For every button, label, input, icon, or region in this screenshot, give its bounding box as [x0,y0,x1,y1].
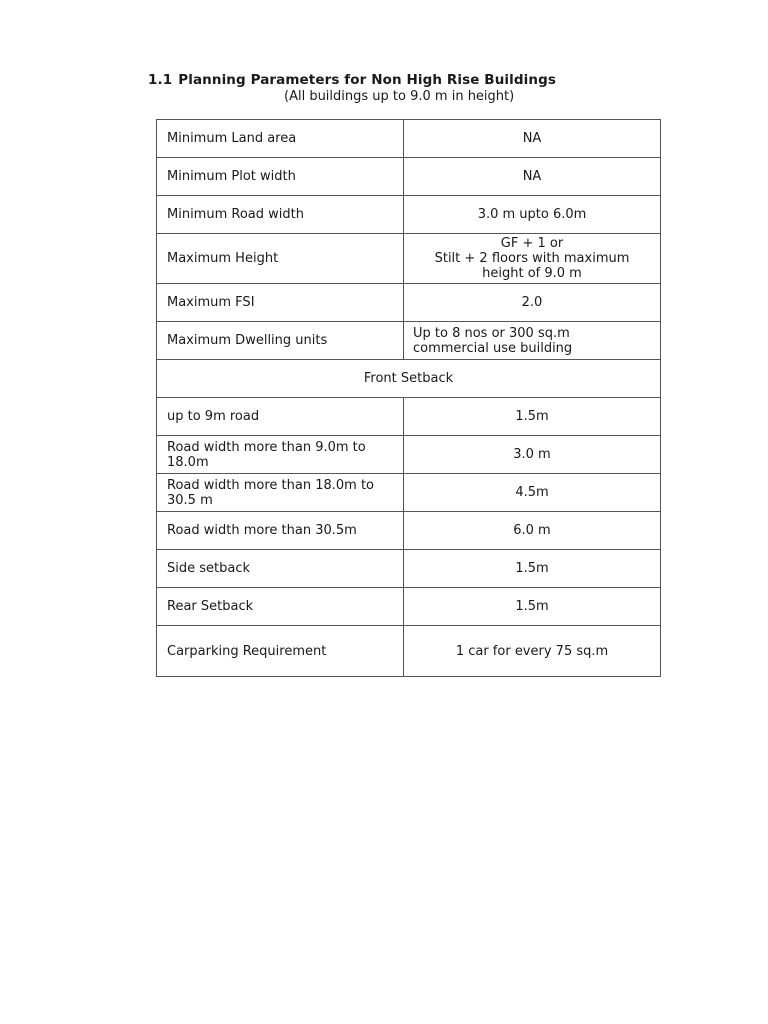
value-cell: 3.0 m upto 6.0m [404,196,661,234]
value-cell: 4.5m [404,474,661,512]
table-row [157,322,661,360]
param-cell: up to 9m road [157,398,404,436]
param-cell: Minimum Land area [157,120,404,158]
table-row [157,512,661,550]
section-subtitle: (All buildings up to 9.0 m in height) [284,89,515,104]
section-title: Planning Parameters for Non High Rise Buildings [178,72,556,88]
param-cell: Minimum Road width [157,196,404,234]
table-row [157,234,661,284]
section-heading [148,72,556,88]
value-cell [404,322,661,360]
param-cell [157,474,404,512]
value-cell: 1 car for every 75 sq.m [404,626,661,677]
param-cell: Side setback [157,550,404,588]
value-cell: 3.0 m [404,436,661,474]
param-cell: Minimum Plot width [157,158,404,196]
value-cell: NA [404,158,661,196]
table-row [157,474,661,512]
param-cell: Maximum FSI [157,284,404,322]
value-line: Stilt + 2 floors with maximum [434,251,630,266]
value-line: GF + 1 or [500,236,564,251]
section-number: 1.1 [148,72,173,88]
param-line: Road width more than 9.0m to [167,439,366,455]
param-line: Road width more than 18.0m to [167,477,374,493]
param-line: 30.5 m [167,492,213,508]
table-row [157,398,661,436]
value-line: commercial use building [413,340,573,356]
table-section-row [157,360,661,398]
table-row [157,196,661,234]
value-cell [404,234,661,284]
param-cell: Maximum Height [157,234,404,284]
value-cell: 1.5m [404,550,661,588]
value-cell: NA [404,120,661,158]
table-row [157,436,661,474]
table-row [157,284,661,322]
front-setback-header: Front Setback [157,360,661,398]
value-cell: 6.0 m [404,512,661,550]
value-cell: 2.0 [404,284,661,322]
param-cell [157,436,404,474]
param-cell: Road width more than 30.5m [157,512,404,550]
param-cell: Rear Setback [157,588,404,626]
table-row [157,626,661,677]
param-cell: Maximum Dwelling units [157,322,404,360]
value-cell: 1.5m [404,588,661,626]
table-row [157,550,661,588]
value-line: height of 9.0 m [482,266,582,281]
value-line: Up to 8 nos or 300 sq.m [413,325,570,341]
param-cell: Carparking Requirement [157,626,404,677]
planning-parameters-table [156,119,661,677]
param-line: 18.0m [167,454,209,470]
table-row [157,158,661,196]
table-row [157,120,661,158]
value-cell: 1.5m [404,398,661,436]
table-row [157,588,661,626]
